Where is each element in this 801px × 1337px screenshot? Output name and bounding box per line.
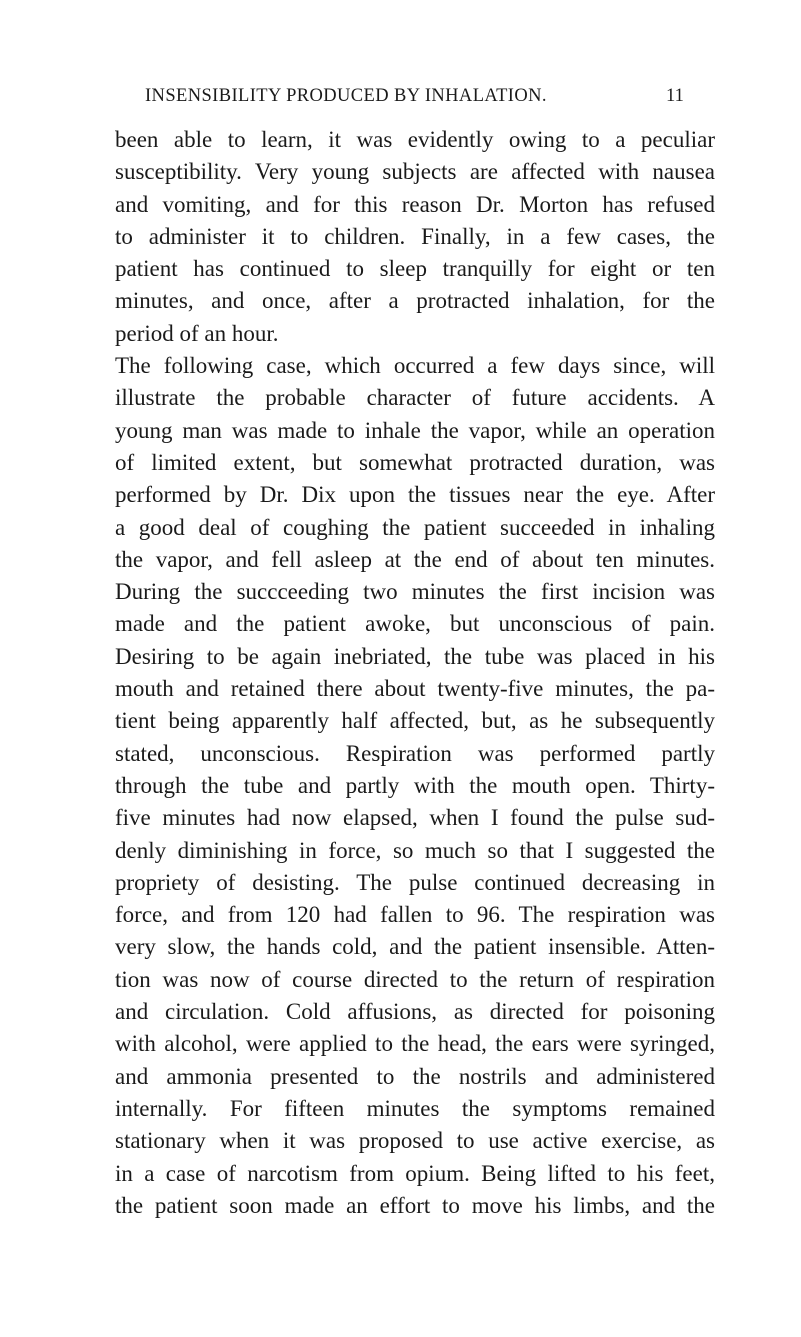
text-line: five minutes had now elapsed, when I found the pulse sud- (115, 805, 715, 831)
text-line: the patient soon made an effort to move his limbs, and the (115, 1192, 715, 1218)
text-line: through the tube and partly with the mouth open. Thirty- (115, 772, 715, 798)
text-line: mouth and retained there about twenty-five minutes, the pa- (115, 676, 715, 702)
text-line: very slow, the hands cold, and the patient insensible. Atten- (115, 934, 715, 960)
text-line: During the succceeding two minutes the first incision was (115, 579, 715, 605)
text-line: denly diminishing in force, so much so that I suggested the (115, 837, 715, 863)
text-line: the vapor, and fell asleep at the end of about ten minutes. (115, 546, 715, 572)
text-line: of limited extent, but somewhat protracted duration, was (115, 449, 715, 475)
text-line: internally. For fifteen minutes the symptoms remained (115, 1095, 715, 1121)
text-line: stationary when it was proposed to use active exercise, as (115, 1128, 715, 1154)
text-line: in a case of narcotism from opium. Being lifted to his feet, (115, 1160, 715, 1186)
running-head: INSENSIBILITY PRODUCED BY INHALATION. (145, 86, 547, 106)
text-line: tion was now of course directed to the return of respiration (115, 966, 715, 992)
text-line: been able to learn, it was evidently owing to a peculiar (115, 127, 715, 152)
text-line: and vomiting, and for this reason Dr. Morton has refused (115, 191, 715, 217)
text-line: Desiring to be again inebriated, the tube was placed in his (115, 643, 715, 669)
text-line: performed by Dr. Dix upon the tissues near the eye. After (115, 482, 715, 508)
text-line: susceptibility. Very young subjects are affected with nausea (115, 159, 715, 185)
text-line: tient being apparently half affected, but, as he subsequently (115, 708, 715, 734)
body-text (115, 124, 715, 1222)
text-line: minutes, and once, after a protracted inhalation, for the (115, 288, 715, 314)
page-number: 11 (666, 86, 684, 106)
text-line: with alcohol, were applied to the head, the ears were syringed, (115, 1031, 715, 1057)
text-line: to administer it to children. Finally, in a few cases, the (115, 223, 715, 249)
text-line: stated, unconscious. Respiration was performed partly (115, 740, 715, 766)
text-line: propriety of desisting. The pulse continued decreasing in (115, 869, 715, 895)
text-line: force, and from 120 had fallen to 96. The respiration was (115, 902, 715, 928)
text-line: made and the patient awoke, but unconscious of pain. (115, 611, 715, 637)
text-line: a good deal of coughing the patient succeeded in inhaling (115, 514, 715, 540)
text-line: young man was made to inhale the vapor, while an operation (115, 417, 715, 443)
paragraph-start-line: The following case, which occurred a few days since, will (115, 353, 715, 379)
text-line: patient has continued to sleep tranquilly for eight or ten (115, 256, 715, 282)
text-line: illustrate the probable character of future accidents. A (115, 385, 715, 411)
text-line: period of an hour. (115, 320, 279, 346)
text-line: and ammonia presented to the nostrils and administered (115, 1063, 715, 1089)
text-line: and circulation. Cold affusions, as directed for poisoning (115, 999, 715, 1025)
